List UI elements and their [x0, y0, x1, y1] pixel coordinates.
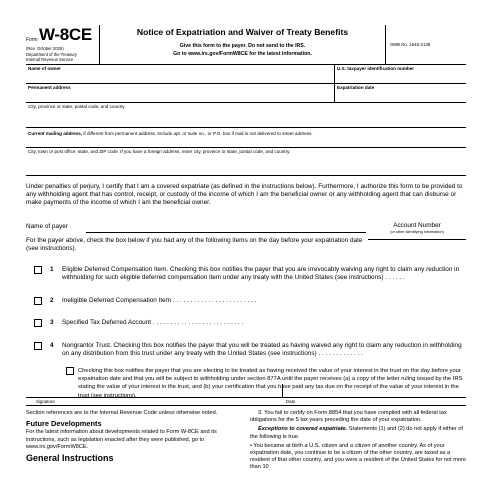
signature-line[interactable]	[26, 397, 466, 398]
form-number: W-8CE	[39, 25, 92, 44]
exception-bullet: • You became at birth a U.S. citizen and a citizen of another country. As of your expatriation date, you continue to be a citizen of the other country, are taxed as a resident of that other country, and you were a resident of the United States for not more than 10	[250, 442, 466, 471]
name-tin-row[interactable]	[26, 65, 466, 84]
item-4-checkbox[interactable]	[34, 342, 42, 350]
mailing-address-row[interactable]	[26, 128, 466, 148]
permanent-address-row[interactable]	[26, 84, 466, 128]
item-4-text: Nongrantor Trust. Checking this box notifies the payer that you will be treated as having waived any right to claim any reduction in withholding on any distribution from this trust under any treaty with the United States (see instructions) . . . . . . . . . . . . .	[62, 342, 462, 358]
account-number-line	[368, 239, 466, 240]
account-number-sublabel: (or other identifying information)	[390, 230, 444, 234]
city-foreign-row[interactable]	[26, 148, 466, 176]
item-2-number: 2	[50, 297, 54, 304]
item-3-checkbox[interactable]	[34, 319, 42, 327]
form-word: Form	[26, 37, 38, 43]
future-developments-text: For the latest information about developments related to Form W-8CE and its instructions, such as legislation enacted after they were published, go to www.irs.gov/FormW8CE.	[26, 429, 217, 450]
item-1-text: Eligible Deferred Compensation Item. Checking this box notifies the payer that you are irrevocably waiving any right to claim any reduction in withholding for such eligible deferred compensation item under any treaty with the United States (see instructions) . . . . . .	[62, 266, 460, 282]
payer-name-label: Name of payer	[26, 223, 68, 230]
item-3-text: Specified Tax Deferred Account . . . . . . . . . . . . . . . . . . . . . . . . . .	[62, 319, 244, 326]
field-divider	[334, 84, 335, 102]
revision-date: (Rev. October 2025)	[26, 46, 64, 51]
omb-number: OMB No. 1545-2138	[390, 42, 431, 47]
latest-info-note: Go to www.irs.gov/FormW8CE for the latest information.	[173, 51, 312, 57]
payer-name-line	[86, 232, 366, 233]
form-header	[26, 25, 466, 65]
instructions-right-column	[250, 410, 466, 474]
general-instructions-heading: General Instructions	[26, 453, 114, 464]
agency	[26, 53, 98, 62]
form-id-block	[26, 25, 100, 65]
give-to-payer-note: Give this form to the payer. Do not send to the IRS.	[179, 43, 306, 49]
date-label: Date	[286, 399, 296, 404]
tin-label: U.S. taxpayer identification number	[337, 66, 415, 71]
statement-3-text: 3. You fail to certify on Form 8854 that you have complied with all federal tax obligations for the 5 tax years preceding the date of your expatriation.	[250, 410, 447, 424]
signature-divider	[282, 384, 283, 398]
omb-block	[385, 25, 466, 65]
item-1-number: 1	[50, 266, 54, 273]
field-divider	[334, 65, 335, 83]
future-developments-heading: Future Developments	[26, 419, 102, 429]
city-foreign-label: City, town or post office, state, and ZIP code. If you have a foreign address, enter city, province or state, postal code, and country.	[28, 149, 291, 154]
item-4-number: 4	[50, 342, 54, 349]
expatriation-date-label: Expatriation date	[337, 85, 375, 90]
item-3-number: 3	[50, 319, 54, 326]
instructions-left-column	[26, 410, 241, 464]
title-block	[100, 25, 385, 65]
item-2-checkbox[interactable]	[34, 297, 42, 305]
trust-election-checkbox[interactable]	[66, 367, 74, 375]
department-name: Department of the Treasury	[26, 52, 77, 57]
perjury-certification: Under penalties of perjury, I certify that I am a covered expatriate (as defined in the instructions below). Furthermore, I authorize this form to be provided to any withholding agent that has control, receipt, or custody of the income of which I am the beneficial owner or any withholding agent that can disburse or make payments of the income of which I am the beneficial owner.	[26, 183, 463, 207]
exceptions-text: Exceptions to covered expatriate. Statements (1) and (2) do not apply if either of the following is true.	[250, 426, 463, 440]
service-name: Internal Revenue Service	[26, 56, 74, 62]
field-rule	[26, 102, 466, 103]
form-title: Notice of Expatriation and Waiver of Treaty Benefits	[136, 27, 349, 37]
account-number-box[interactable]	[368, 220, 466, 240]
signature-label: Signature	[36, 399, 55, 404]
permanent-address-label: Permanent address	[28, 85, 71, 90]
account-number-label: Account Number	[393, 222, 441, 229]
payer-instruction: For the payer above, check the box below if you had any of the following items on the day before your expatriation date (see instructions).	[26, 237, 363, 253]
city-state-label: City, province or state, postal code, and country	[28, 104, 125, 109]
section-rule	[26, 405, 466, 406]
section-references-note: Section references are to the Internal Revenue Code unless otherwise noted.	[26, 410, 218, 416]
name-of-owner-label: Name of owner	[28, 66, 61, 71]
payer-name-row[interactable]	[26, 223, 366, 230]
current-mailing-label: Current mailing address, if different from permanent address. Include apt. or suite no., or P.O. box if mail is not delivered to street address.	[28, 131, 313, 136]
trust-election-text: Checking this box notifies the payer that you are electing to be treated as having received the value of your interest in the trust on the day before your expatriation date and that you will be subject to withholding under section 877A until the payer receives (a) a copy of the letter ruling issued by the IRS stating the value of your interest in the trust, and (b) your certification that you have paid any tax due on the receipt of the value of your interest in the trust (see instructions).	[78, 368, 463, 399]
item-2-text: Ineligible Deferred Compensation Item . . . . . . . . . . . . . . . . . . . . . . . .	[62, 297, 257, 304]
item-1-checkbox[interactable]	[34, 266, 42, 274]
